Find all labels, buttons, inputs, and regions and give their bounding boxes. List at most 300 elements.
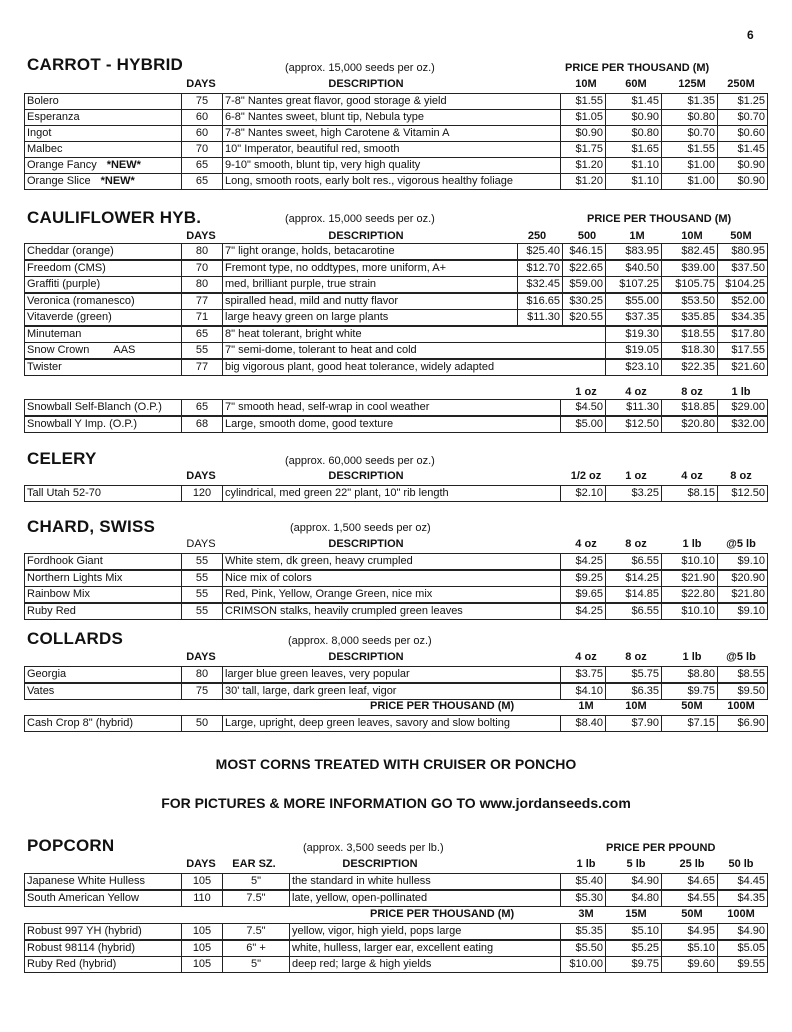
carrot-price-col-header: 60M <box>625 78 647 90</box>
ear-size-cell: 6" + <box>222 941 289 956</box>
price-cell: $12.70 <box>517 261 562 276</box>
popcorn-hybrid-col-header: 3M <box>578 908 594 920</box>
price-cell: $39.00 <box>661 261 717 276</box>
collards-hybrid-price-header: PRICE PER THOUSAND (M) <box>370 700 515 712</box>
days-cell: 55 <box>181 343 222 358</box>
collards-hybrid-col-header: 10M <box>625 700 647 712</box>
price-cell: $14.25 <box>605 571 661 586</box>
variety-name: Cheddar (orange) <box>27 245 114 257</box>
cauliflower-row <box>24 243 768 260</box>
collards-row <box>24 666 768 683</box>
price-cell: $1.55 <box>661 142 717 157</box>
price-cell: $11.30 <box>517 310 562 325</box>
price-cell: $5.35 <box>560 924 605 939</box>
variety-name: Orange Slice <box>27 175 91 187</box>
variety-cell: Robust 98114 (hybrid) <box>27 941 136 954</box>
cauliflower-description-header: DESCRIPTION <box>328 230 404 242</box>
price-cell: $9.55 <box>717 957 767 972</box>
description-cell: White stem, dk green, heavy crumpled <box>222 554 560 569</box>
price-cell: $12.50 <box>717 486 767 501</box>
carrot-row <box>24 93 768 110</box>
price-cell: $18.85 <box>661 400 717 415</box>
price-cell: $5.50 <box>560 941 605 956</box>
price-cell: $4.90 <box>605 874 661 889</box>
description-cell: Large, smooth dome, good texture <box>222 417 560 432</box>
celery-price-col-header: 4 oz <box>681 470 703 482</box>
price-cell: $12.50 <box>605 417 661 432</box>
carrot-days-header: DAYS <box>186 78 216 90</box>
price-cell: $1.65 <box>605 142 661 157</box>
carrot-title: CARROT - HYBRID <box>27 55 183 74</box>
description-cell: 10" Imperator, beautiful red, smooth <box>222 142 560 157</box>
variety-cell <box>25 110 181 125</box>
celery-price-col-header: 1/2 oz <box>570 470 602 482</box>
popcorn-price-col-header: 25 lb <box>679 858 705 870</box>
days-cell: 68 <box>181 417 222 432</box>
carrot-price-col-header: 250M <box>727 78 755 90</box>
cauliflower-title: CAULIFLOWER HYB. <box>27 208 202 227</box>
price-cell: $1.75 <box>560 142 605 157</box>
description-cell: 9-10" smooth, blunt tip, very high quality <box>222 158 560 173</box>
variety-name: Veronica (romanesco) <box>27 294 135 307</box>
website-banner: FOR PICTURES & MORE INFORMATION GO TO www.jordanseeds.com <box>161 795 631 811</box>
celery-days-header: DAYS <box>186 470 216 482</box>
price-cell: $104.25 <box>717 277 767 292</box>
price-cell: $9.65 <box>560 587 605 602</box>
price-cell: $4.35 <box>717 891 767 906</box>
carrot-description-header: DESCRIPTION <box>328 78 404 90</box>
description-cell: Nice mix of colors <box>222 571 560 586</box>
days-cell: 65 <box>181 327 222 342</box>
collards-price-col-header: @5 lb <box>726 651 756 663</box>
cauliflower-op-col-header: 1 oz <box>575 386 597 398</box>
price-cell: $37.50 <box>717 261 767 276</box>
variety-name: Graffiti (purple) <box>27 278 101 290</box>
description-cell: yellow, vigor, high yield, pops large <box>289 924 560 939</box>
popcorn-price-col-header: 50 lb <box>728 858 754 870</box>
price-cell: $1.25 <box>717 94 767 109</box>
celery-description-header: DESCRIPTION <box>328 470 404 482</box>
price-cell: $35.85 <box>661 310 717 325</box>
price-cell: $29.00 <box>717 400 767 415</box>
days-cell: 55 <box>181 571 222 586</box>
carrot-price-col-header: 10M <box>575 78 597 90</box>
variety-cell: Cash Crop 8" (hybrid) <box>27 717 133 729</box>
description-cell: Fremont type, no oddtypes, more uniform, A+ <box>222 261 517 276</box>
price-cell: $4.10 <box>560 684 605 699</box>
price-cell: $8.40 <box>560 716 605 731</box>
cauliflower-row <box>24 326 768 343</box>
price-cell: $22.65 <box>562 261 605 276</box>
description-cell: 7" smooth head, self-wrap in cool weather <box>222 400 560 415</box>
variety-cell <box>25 310 181 325</box>
popcorn-hybrid-row <box>24 956 768 973</box>
variety-name: Esperanza <box>27 111 80 123</box>
chard-row <box>24 603 768 620</box>
description-cell: 6-8" Nantes sweet, blunt tip, Nebula type <box>222 110 560 125</box>
variety-cell <box>25 343 181 358</box>
cauliflower-row <box>24 293 768 310</box>
price-cell: $6.55 <box>605 554 661 569</box>
price-cell: $1.10 <box>605 174 661 189</box>
price-cell: $4.55 <box>661 891 717 906</box>
price-cell: $105.75 <box>661 277 717 292</box>
price-cell: $5.75 <box>605 667 661 682</box>
variety-cell: Snowball Y Imp. (O.P.) <box>27 417 138 430</box>
collards-price-col-header: 4 oz <box>575 651 597 663</box>
days-cell: 70 <box>181 261 222 276</box>
price-cell: $0.90 <box>717 158 767 173</box>
price-cell: $9.60 <box>661 957 717 972</box>
days-cell: 105 <box>181 874 222 889</box>
variety-name: Minuteman <box>27 327 82 340</box>
price-cell: $80.95 <box>717 244 767 259</box>
description-cell: 7-8" Nantes great flavor, good storage & yield <box>222 94 560 109</box>
collards-days-header: DAYS <box>186 651 216 663</box>
variety-name: Malbec <box>27 143 63 155</box>
price-cell: $21.90 <box>661 571 717 586</box>
price-cell: $18.30 <box>661 343 717 358</box>
variety-name: Ingot <box>27 127 52 139</box>
variety-name: Bolero <box>27 95 59 107</box>
days-cell: 70 <box>181 142 222 157</box>
price-cell: $1.10 <box>605 158 661 173</box>
price-cell: $53.50 <box>661 294 717 309</box>
price-cell: $7.15 <box>661 716 717 731</box>
days-cell: 65 <box>181 158 222 173</box>
chard-price-col-header: 8 oz <box>625 538 647 550</box>
price-cell: $52.00 <box>717 294 767 309</box>
price-cell: $7.90 <box>605 716 661 731</box>
price-cell: $9.10 <box>717 604 767 619</box>
price-cell: $16.65 <box>517 294 562 309</box>
days-cell: 120 <box>181 486 222 501</box>
description-cell: 7-8" Nantes sweet, high Carotene & Vitamin A <box>222 126 560 141</box>
cauliflower-price-col-header: 250 <box>527 230 547 242</box>
description-cell: big vigorous plant, good heat tolerance, widely adapted <box>222 360 605 375</box>
price-cell: $5.05 <box>717 941 767 956</box>
popcorn-hybrid-col-header: 100M <box>727 908 755 920</box>
price-cell: $21.60 <box>717 360 767 375</box>
collards-price-col-header: 8 oz <box>625 651 647 663</box>
variety-cell: Georgia <box>27 668 67 680</box>
price-cell: $4.95 <box>661 924 717 939</box>
carrot-note: (approx. 15,000 seeds per oz.) <box>285 62 435 74</box>
price-cell: $10.10 <box>661 554 717 569</box>
variety-cell <box>25 126 181 141</box>
price-cell: $14.85 <box>605 587 661 602</box>
popcorn-price-col-header: 5 lb <box>626 858 646 870</box>
description-cell: Long, smooth roots, early bolt res., vigorous healthy foliage <box>222 174 560 189</box>
price-cell: $1.05 <box>560 110 605 125</box>
price-cell: $32.00 <box>717 417 767 432</box>
price-cell: $107.25 <box>605 277 661 292</box>
celery-note: (approx. 60,000 seeds per oz.) <box>285 455 435 467</box>
days-cell: 55 <box>181 587 222 602</box>
popcorn-note: (approx. 3,500 seeds per lb.) <box>303 842 444 854</box>
price-cell: $2.10 <box>560 486 605 501</box>
price-cell: $10.10 <box>661 604 717 619</box>
price-cell: $9.75 <box>661 684 717 699</box>
variety-cell: Fordhook Giant <box>27 555 103 567</box>
carrot-price-header: PRICE PER THOUSAND (M) <box>565 62 710 74</box>
variety-cell <box>25 294 181 309</box>
celery-price-col-header: 1 oz <box>625 470 647 482</box>
variety-cell <box>25 174 181 189</box>
price-cell: $4.45 <box>717 874 767 889</box>
days-cell: 55 <box>181 554 222 569</box>
days-cell: 65 <box>181 400 222 415</box>
description-cell: med, brilliant purple, true strain <box>222 277 517 292</box>
variety-cell: Ruby Red (hybrid) <box>27 958 117 970</box>
ear-size-cell: 5" <box>222 957 289 972</box>
cauliflower-note: (approx. 15,000 seeds per oz.) <box>285 213 435 225</box>
cauliflower-op-row <box>24 399 768 416</box>
price-cell: $55.00 <box>605 294 661 309</box>
variety-cell: Snowball Self-Blanch (O.P.) <box>27 401 162 413</box>
collards-hybrid-row <box>24 715 768 732</box>
days-cell: 60 <box>181 110 222 125</box>
collards-note: (approx. 8,000 seeds per oz.) <box>288 635 432 647</box>
price-cell: $0.90 <box>560 126 605 141</box>
variety-name: Vitaverde (green) <box>27 311 112 323</box>
popcorn-ear-header: EAR SZ. <box>232 858 276 870</box>
days-cell: 60 <box>181 126 222 141</box>
price-cell: $1.35 <box>661 94 717 109</box>
days-cell: 77 <box>181 360 222 375</box>
cauliflower-row <box>24 342 768 359</box>
chard-title: CHARD, SWISS <box>27 517 156 536</box>
variety-cell <box>25 360 181 375</box>
price-cell: $5.30 <box>560 891 605 906</box>
description-cell: spiralled head, mild and nutty flavor <box>222 294 517 309</box>
price-cell: $19.05 <box>605 343 661 358</box>
carrot-row <box>24 157 768 174</box>
cauliflower-row <box>24 359 768 376</box>
cauliflower-price-col-header: 10M <box>681 230 703 242</box>
description-cell: white, hulless, larger ear, excellent eating <box>289 941 560 956</box>
variety-cell: Japanese White Hulless <box>27 875 146 887</box>
chard-price-col-header: 1 lb <box>682 538 702 550</box>
variety-cell: Rainbow Mix <box>27 588 90 600</box>
popcorn-hybrid-price-header: PRICE PER THOUSAND (M) <box>370 908 515 920</box>
price-cell: $83.95 <box>605 244 661 259</box>
collards-row <box>24 683 768 700</box>
price-cell: $1.20 <box>560 158 605 173</box>
ear-size-cell: 7.5" <box>222 891 289 906</box>
price-cell: $1.55 <box>560 94 605 109</box>
collards-hybrid-col-header: 50M <box>681 700 703 712</box>
price-cell: $10.00 <box>560 957 605 972</box>
price-cell: $0.60 <box>717 126 767 141</box>
description-cell: deep red; large & high yields <box>289 957 560 972</box>
collards-title: COLLARDS <box>27 629 124 648</box>
chard-price-col-header: 4 oz <box>575 538 597 550</box>
cauliflower-price-col-header: 50M <box>730 230 752 242</box>
price-cell: $6.90 <box>717 716 767 731</box>
price-cell: $82.45 <box>661 244 717 259</box>
cauliflower-op-col-header: 4 oz <box>625 386 647 398</box>
price-cell: $20.90 <box>717 571 767 586</box>
cauliflower-op-col-header: 8 oz <box>681 386 703 398</box>
price-cell: $4.90 <box>717 924 767 939</box>
chard-row <box>24 553 768 570</box>
days-cell: 80 <box>181 667 222 682</box>
price-cell: $4.25 <box>560 604 605 619</box>
popcorn-row <box>24 873 768 890</box>
popcorn-row <box>24 890 768 907</box>
description-cell: the standard in white hulless <box>289 874 560 889</box>
price-cell: $8.15 <box>661 486 717 501</box>
price-cell: $3.25 <box>605 486 661 501</box>
days-cell: 105 <box>181 957 222 972</box>
popcorn-hybrid-row <box>24 940 768 957</box>
price-cell: $6.35 <box>605 684 661 699</box>
ear-size-cell: 5" <box>222 874 289 889</box>
price-cell: $25.40 <box>517 244 562 259</box>
carrot-row <box>24 141 768 158</box>
price-cell: $5.00 <box>560 417 605 432</box>
chard-price-col-header: @5 lb <box>726 538 756 550</box>
popcorn-hybrid-col-header: 50M <box>681 908 703 920</box>
description-cell: 30' tall, large, dark green leaf, vigor <box>222 684 560 699</box>
variety-name: Orange Fancy <box>27 159 97 171</box>
price-cell: $4.50 <box>560 400 605 415</box>
cauliflower-op-col-header: 1 lb <box>731 386 751 398</box>
price-cell: $17.80 <box>717 327 767 342</box>
collards-price-col-header: 1 lb <box>682 651 702 663</box>
cauliflower-price-header: PRICE PER THOUSAND (M) <box>587 213 732 225</box>
popcorn-price-header: PRICE PER PPOUND <box>606 842 716 854</box>
carrot-row <box>24 109 768 126</box>
cauliflower-op-row <box>24 416 768 433</box>
days-cell: 77 <box>181 294 222 309</box>
days-cell: 105 <box>181 941 222 956</box>
variety-name: Twister <box>27 360 62 373</box>
price-cell: $9.75 <box>605 957 661 972</box>
days-cell: 65 <box>181 174 222 189</box>
variety-cell <box>25 327 181 342</box>
price-cell: $9.10 <box>717 554 767 569</box>
description-cell: 7" semi-dome, tolerant to heat and cold <box>222 343 605 358</box>
variety-cell: South American Yellow <box>27 891 139 904</box>
popcorn-hybrid-row <box>24 923 768 940</box>
description-cell: late, yellow, open-pollinated <box>289 891 560 906</box>
price-cell: $0.90 <box>605 110 661 125</box>
price-cell: $9.50 <box>717 684 767 699</box>
price-cell: $4.65 <box>661 874 717 889</box>
variety-cell <box>25 142 181 157</box>
variety-cell: Ruby Red <box>27 604 76 617</box>
variety-cell: Robust 997 YH (hybrid) <box>27 925 142 937</box>
chard-description-header: DESCRIPTION <box>328 538 404 550</box>
celery-price-col-header: 8 oz <box>730 470 752 482</box>
price-cell: $3.75 <box>560 667 605 682</box>
variety-cell <box>25 261 181 276</box>
carrot-row <box>24 125 768 142</box>
description-cell: CRIMSON stalks, heavily crumpled green leaves <box>222 604 560 619</box>
collards-hybrid-col-header: 1M <box>578 700 594 712</box>
price-cell: $20.55 <box>562 310 605 325</box>
aas-badge: AAS <box>113 344 136 356</box>
days-cell: 50 <box>181 716 222 731</box>
popcorn-days-header: DAYS <box>186 858 216 870</box>
price-cell: $5.10 <box>661 941 717 956</box>
price-cell: $1.45 <box>605 94 661 109</box>
cauliflower-price-col-header: 1M <box>629 230 645 242</box>
price-cell: $8.55 <box>717 667 767 682</box>
popcorn-description-header: DESCRIPTION <box>342 858 418 870</box>
price-cell: $17.55 <box>717 343 767 358</box>
celery-title: CELERY <box>27 449 97 468</box>
new-badge: *NEW* <box>100 175 135 187</box>
variety-cell: Northern Lights Mix <box>27 571 123 584</box>
chard-note: (approx. 1,500 seeds per oz) <box>290 522 431 534</box>
carrot-row <box>24 173 768 190</box>
description-cell: large heavy green on large plants <box>222 310 517 325</box>
price-cell: $19.30 <box>605 327 661 342</box>
days-cell: 80 <box>181 244 222 259</box>
collards-hybrid-col-header: 100M <box>727 700 755 712</box>
new-badge: *NEW* <box>106 159 141 171</box>
variety-cell <box>25 277 181 292</box>
description-cell: larger blue green leaves, very popular <box>222 667 560 682</box>
price-cell: $5.25 <box>605 941 661 956</box>
price-cell: $6.55 <box>605 604 661 619</box>
price-cell: $1.00 <box>661 174 717 189</box>
price-cell: $40.50 <box>605 261 661 276</box>
carrot-price-col-header: 125M <box>678 78 706 90</box>
price-cell: $1.45 <box>717 142 767 157</box>
ear-size-cell: 7.5" <box>222 924 289 939</box>
days-cell: 75 <box>181 684 222 699</box>
cauliflower-row <box>24 309 768 326</box>
days-cell: 55 <box>181 604 222 619</box>
price-cell: $32.45 <box>517 277 562 292</box>
price-cell: $11.30 <box>605 400 661 415</box>
price-cell: $5.10 <box>605 924 661 939</box>
popcorn-title: POPCORN <box>27 836 115 855</box>
description-cell: 7" light orange, holds, betacarotine <box>222 244 517 259</box>
price-cell: $0.70 <box>661 126 717 141</box>
price-cell: $0.80 <box>661 110 717 125</box>
days-cell: 71 <box>181 310 222 325</box>
variety-cell: Vates <box>27 684 55 697</box>
days-cell: 105 <box>181 924 222 939</box>
variety-cell: Tall Utah 52-70 <box>27 487 101 499</box>
popcorn-price-col-header: 1 lb <box>576 858 596 870</box>
price-cell: $21.80 <box>717 587 767 602</box>
price-cell: $8.80 <box>661 667 717 682</box>
celery-row <box>24 485 768 502</box>
description-cell: Red, Pink, Yellow, Orange Green, nice mix <box>222 587 560 602</box>
price-cell: $9.25 <box>560 571 605 586</box>
cauliflower-row <box>24 260 768 277</box>
variety-cell <box>25 158 181 173</box>
price-cell: $1.20 <box>560 174 605 189</box>
price-cell: $22.80 <box>661 587 717 602</box>
price-cell: $0.90 <box>717 174 767 189</box>
description-cell: cylindrical, med green 22" plant, 10" rib length <box>222 486 560 501</box>
price-cell: $20.80 <box>661 417 717 432</box>
price-cell: $30.25 <box>562 294 605 309</box>
chard-days-header: DAYS <box>186 538 216 550</box>
variety-name: Snow Crown <box>27 344 90 356</box>
cauliflower-row <box>24 276 768 293</box>
chard-row <box>24 570 768 587</box>
popcorn-hybrid-col-header: 15M <box>625 908 647 920</box>
chard-row <box>24 586 768 603</box>
